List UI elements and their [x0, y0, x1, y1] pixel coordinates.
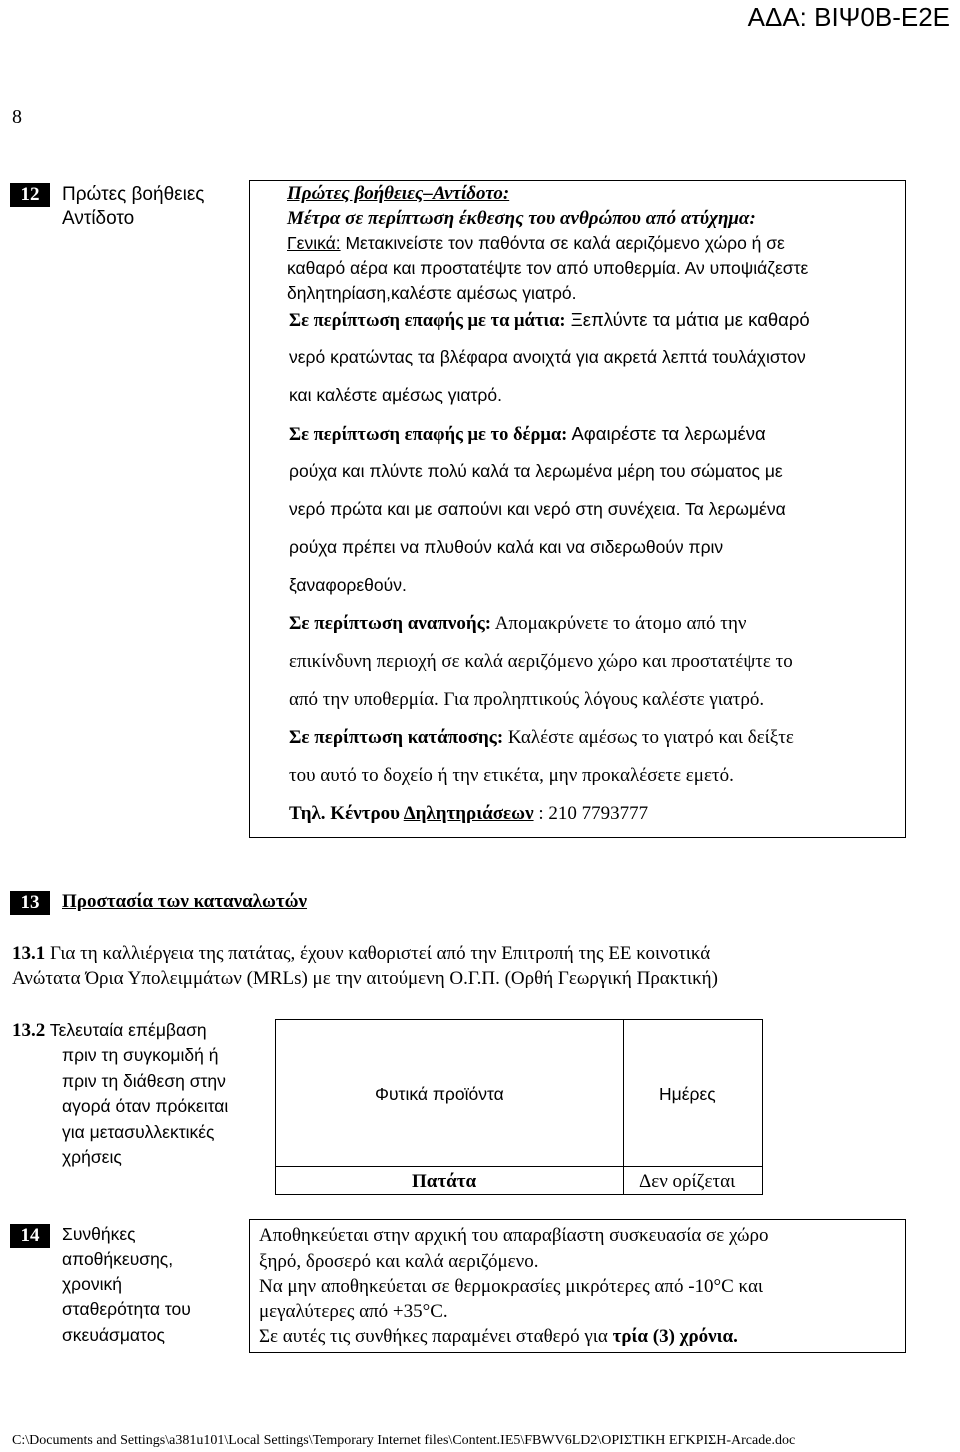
section-14-title-line-2: αποθήκευσης, [62, 1249, 174, 1269]
p132-line-4: αγορά όταν πρόκειται [62, 1096, 229, 1116]
skin-label: Σε περίπτωση επαφής με το δέρμα: [289, 425, 568, 445]
p132-line-2: πριν τη συγκομιδή ή [62, 1045, 219, 1065]
p132-line-5: για μετασυλλεκτικές [62, 1122, 215, 1142]
general-line-1: Γενικά: Μετακινείστε τον παθόντα σε καλά αεριζόμενο χώρο ή σε [287, 233, 785, 253]
general-line-2: καθαρό αέρα και προστατέψτε τον από υποθερμία. Αν υποψιάζεστε [287, 258, 809, 278]
table-cell-product: Πατάτα [412, 1171, 477, 1192]
footer-file-path: C:\Documents and Settings\a381u101\Local Settings\Temporary Internet files\Content.IE5\FBWV6LD2\ΟΡΙΣΤΙΚΗ ΕΓΚΡΙΣΗ-Arcade.doc [12, 1433, 796, 1448]
ada-header: ΑΔΑ: ΒΙΨ0Β-Ε2Ε [747, 2, 950, 32]
section-12-title-line-2: Αντίδοτο [62, 208, 135, 229]
storage-line-5: Σε αυτές τις συνθήκες παραμένει σταθερό για τρία (3) χρόνια. [259, 1326, 738, 1347]
swallow-line-1: Σε περίπτωση κατάποσης: Καλέστε αμέσως το γιατρό και δείξτε [289, 727, 794, 748]
p131-line-1: 13.1 Για τη καλλιέργεια της πατάτας, έχουν καθοριστεί από την Επιτροπή της ΕΕ κοινοτικά [12, 943, 711, 964]
section-14-title-line-4: σταθερότητα του [62, 1299, 191, 1319]
inhale-line-3: από την υποθερμία. Για προληπτικούς λόγους καλέστε γιατρό. [289, 689, 765, 710]
section-14-title-line-5: σκευάσματος [62, 1325, 165, 1345]
shelf-life: τρία (3) χρόνια. [612, 1326, 738, 1347]
p132-line-1: 13.2 Τελευταία επέμβαση [12, 1020, 207, 1041]
first-aid-box [249, 180, 906, 838]
skin-line-3: νερό πρώτα και με σαπούνι και νερό στη συνέχεια. Τα λερωμένα [289, 499, 786, 519]
general-label: Γενικά: [287, 233, 341, 253]
skin-line-5: ξαναφορεθούν. [289, 575, 407, 595]
inhale-label: Σε περίπτωση αναπνοής: [289, 613, 492, 634]
section-12-title-line-1: Πρώτες βοήθειες [62, 184, 205, 205]
p132-line-6: χρήσεις [62, 1147, 122, 1167]
mrl-table [275, 1019, 763, 1195]
storage-line-2: ξηρό, δροσερό και καλά αεριζόμενο. [259, 1251, 539, 1272]
section-12-badge: 12 [10, 183, 50, 207]
general-line-3: δηλητηρίαση,καλέστε αμέσως γιατρό. [287, 283, 577, 303]
first-aid-heading: Πρώτες βοήθειες–Αντίδοτο: [287, 183, 510, 204]
inhale-line-2: επικίνδυνη περιοχή σε καλά αεριζόμενο χώρο και προστατέψτε το [289, 651, 793, 672]
storage-line-4: μεγαλύτερες από +35°C. [259, 1301, 448, 1322]
first-aid-subheading: Μέτρα σε περίπτωση έκθεσης του ανθρώπου από ατύχημα: [287, 208, 756, 229]
eyes-line-2: νερό κρατώντας τα βλέφαρα ανοιχτά για ακρετά λεπτά τουλάχιστον [289, 347, 806, 367]
inhale-line-1: Σε περίπτωση αναπνοής: Απομακρύνετε το άτομο από την [289, 613, 747, 634]
swallow-label: Σε περίπτωση κατάποσης: [289, 727, 504, 748]
section-13-badge: 13 [10, 891, 50, 915]
eyes-label: Σε περίπτωση επαφής με τα μάτια: [289, 311, 566, 331]
storage-line-1: Αποθηκεύεται στην αρχική του απαραβίαστη συσκευασία σε χώρο [259, 1225, 769, 1246]
p131-line-2: Ανώτατα Όρια Υπολειμμάτων (MRLs) με την αιτούμενη Ο.Γ.Π. (Ορθή Γεωργική Πρακτική) [12, 968, 718, 989]
section-13-title: Προστασία των καταναλωτών [62, 891, 308, 912]
table-cell-days: Δεν ορίζεται [639, 1171, 736, 1192]
storage-box [249, 1219, 906, 1353]
poison-center-label: Δηλητηριάσεων [403, 803, 534, 824]
page-number: 8 [12, 106, 22, 128]
skin-line-2: ρούχα και πλύντε πολύ καλά τα λερωμένα μέρη του σώματος με [289, 461, 783, 481]
table-header-days: Ημέρες [659, 1084, 716, 1104]
poison-center-phone: Τηλ. Κέντρου Δηλητηριάσεων : 210 7793777 [289, 803, 649, 824]
section-14-title-line-3: χρονική [62, 1274, 122, 1294]
eyes-line-1: Σε περίπτωση επαφής με τα μάτια: Ξεπλύντε τα μάτια με καθαρό [289, 309, 810, 331]
swallow-line-2: του αυτό το δοχείο ή την ετικέτα, μην προκαλέσετε εμετό. [289, 765, 734, 786]
p132-line-3: πριν τη διάθεση στην [62, 1071, 226, 1091]
storage-line-3: Να μην αποθηκεύεται σε θερμοκρασίες μικρότερες από -10°C και [259, 1276, 764, 1297]
eyes-line-3: και καλέστε αμέσως γιατρό. [289, 385, 502, 405]
skin-line-1: Σε περίπτωση επαφής με το δέρμα: Αφαιρέστε τα λερωμένα [289, 423, 766, 445]
table-header-product: Φυτικά προϊόντα [375, 1084, 504, 1104]
section-14-badge: 14 [10, 1224, 50, 1248]
section-14-title-line-1: Συνθήκες [62, 1224, 136, 1244]
skin-line-4: ρούχα πρέπει να πλυθούν καλά και να σιδερωθούν πριν [289, 537, 724, 557]
